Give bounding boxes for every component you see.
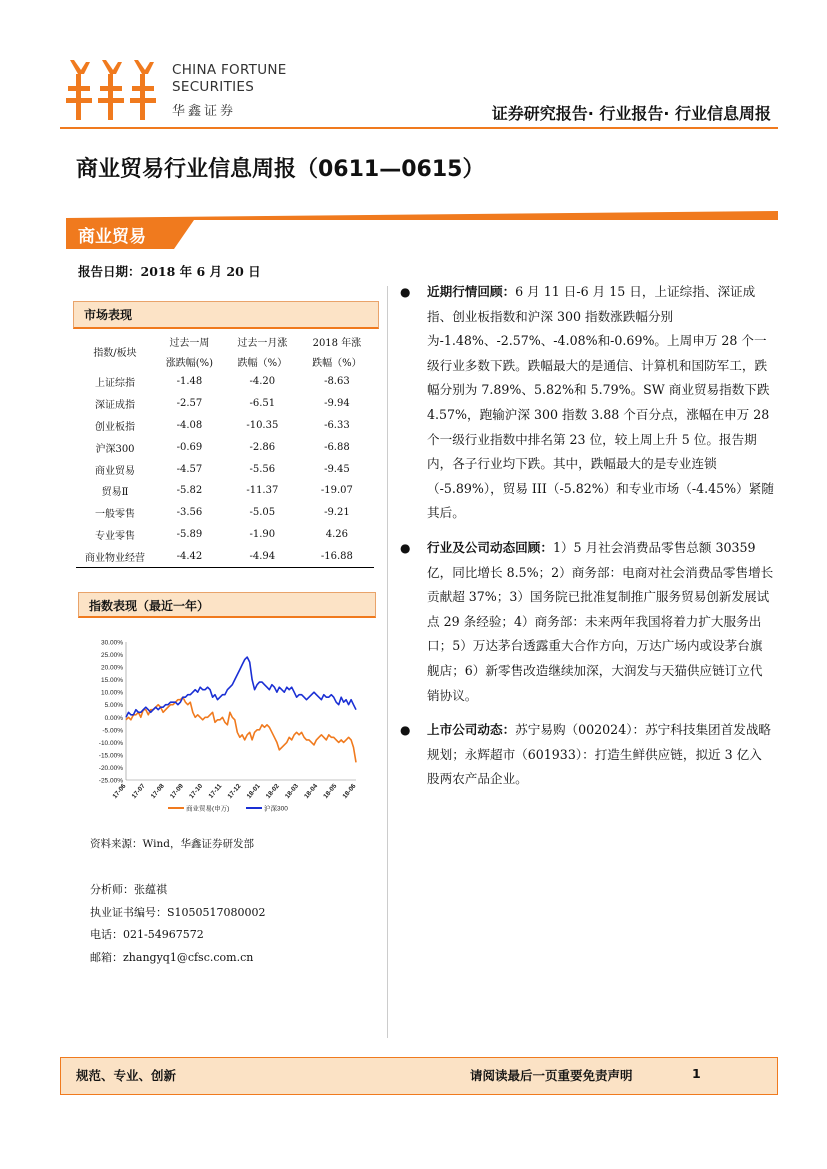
row-name: 商业物业经营 (76, 545, 154, 567)
y-tick-label: 0.00% (104, 714, 123, 722)
header-index: 指数/板块 (93, 347, 137, 359)
column-divider (387, 286, 388, 1038)
table-row (76, 415, 374, 437)
bullet-industry-news (400, 536, 774, 708)
y-tick-label: -25.00% (98, 777, 123, 785)
row-month: -6.51 (249, 398, 276, 410)
row-month: -1.90 (249, 528, 276, 540)
row-month: -5.05 (249, 507, 276, 519)
table-row (76, 480, 374, 502)
y-tick-label: 5.00% (104, 702, 123, 710)
row-week: -4.57 (176, 463, 203, 475)
y-tick-label: 15.00% (100, 677, 123, 685)
bullet-dot-icon: ● (400, 723, 411, 738)
bullet-label: 上市公司动态： (427, 722, 516, 738)
sector-band (66, 211, 778, 249)
x-tick-label: 18-04 (303, 782, 320, 801)
market-section-title: 市场表现 (73, 301, 379, 329)
row-year: -16.88 (300, 545, 374, 567)
legend-label: 沪深300 (264, 805, 288, 813)
row-name: 一般零售 (95, 509, 135, 521)
header-year-2: 跌幅（%） (312, 357, 362, 369)
y-tick-label: 20.00% (100, 664, 123, 672)
page-number: 1 (692, 1066, 701, 1081)
table-row (76, 436, 374, 458)
brand-line-2: SECURITIES (172, 79, 255, 95)
row-name: 沪深300 (95, 443, 135, 455)
row-name: 商业贸易 (95, 465, 135, 477)
row-year: 4.26 (325, 528, 349, 540)
bullet-text: 1）5 月社会消费品零售总额 30359 亿，同比增长 8.5%；2）商务部：电商对社会消费品零售增长贡献超 37%；3）国务院已批准复制推广服务贸易创新发展试点 29 条经验；4）商务部：未来两年我国将着力扩大服务出口；5）万达茅台透露重大合作方向，万达广场内或设茅台旗舰店；6）新零售改造继续加深，大润发与天猫供应链订立代销协议。 (427, 539, 774, 703)
x-tick-label: 17-08 (149, 782, 166, 801)
row-name: 专业零售 (95, 530, 135, 542)
row-week: -1.48 (176, 376, 203, 388)
footer-disclaimer-link[interactable]: 请阅读最后一页重要免责声明 (470, 1068, 633, 1083)
row-year: -9.94 (324, 398, 350, 410)
x-tick-label: 18-02 (264, 782, 281, 801)
x-tick-label: 17-09 (168, 782, 186, 801)
brand-name-english (172, 62, 287, 96)
bullet-dot-icon: ● (400, 540, 411, 555)
row-year: -19.07 (320, 485, 353, 497)
report-series: 证券研究报告· 行业报告· 行业信息周报 (491, 104, 771, 123)
header-week-1: 过去一周 (169, 337, 210, 349)
index-performance-chart (86, 632, 378, 828)
sector-label: 商业贸易 (78, 227, 146, 247)
row-name: 创业板指 (95, 421, 135, 433)
row-month: -4.20 (249, 376, 276, 388)
row-month: -10.35 (246, 419, 279, 431)
row-year: -6.88 (324, 441, 350, 453)
bullet-text: 6 月 11 日-6 月 15 日，上证综指、深证成指、创业板指数和沪深 300 指数涨跌幅分别为-1.48%、-2.57%、-4.08%和-0.69%。上周申万 28 个一级行业多数下跌。跌幅最大的是通信、计算机和国防军工，跌幅分别为 7.89%、5.82%和 5.79%。SW 商业贸易指数下跌 4.57%，跑输沪深 300 指数 3.88 个百分点，涨幅在申万 28 个一级行业指数中排名第 23 位，较上周上升 5 位。报告期内，各子行业均下跌。其中，跌幅最大的是专业连锁（-5.89%），贸易 III（-5.82%）和专业市场（-4.45%）紧随其后。 (427, 284, 774, 521)
company-logo (66, 56, 166, 122)
x-tick-label: 18-06 (341, 782, 358, 801)
legend-label: 商业贸易(申万) (186, 805, 230, 813)
analyst-phone: 电话：021-54967572 (90, 928, 204, 941)
market-table (76, 331, 374, 568)
row-week: -4.08 (176, 419, 203, 431)
row-week: -3.56 (176, 507, 203, 519)
brand-line-1: CHINA FORTUNE (172, 62, 287, 78)
y-tick-label: 10.00% (100, 689, 123, 697)
row-year: -9.45 (324, 463, 350, 475)
analyst-email[interactable]: 邮箱：zhangyq1@cfsc.com.cn (90, 950, 254, 964)
table-row (76, 458, 374, 480)
bullet-text: 苏宁易购（002024）：苏宁科技集团首发战略规划；永辉超市（601933）：打造生鲜供应链，拟近 3 亿入股两农产品企业。 (427, 722, 772, 787)
x-tick-label: 18-03 (283, 782, 301, 801)
row-week: -2.57 (176, 398, 203, 410)
row-week: -4.42 (154, 545, 225, 567)
row-month: -2.86 (249, 441, 276, 453)
bullet-label: 近期行情回顾： (427, 284, 516, 299)
bullet-market-review (400, 280, 774, 526)
bullet-dot-icon: ● (400, 285, 411, 299)
table-row (76, 393, 374, 415)
row-name: 深证成指 (95, 400, 135, 412)
row-week: -5.89 (176, 528, 203, 540)
chart-section-title: 指数表现（最近一年） (78, 592, 376, 618)
header-week-2: 涨跌幅(%) (165, 357, 214, 369)
header-year-1: 2018 年涨 (312, 337, 362, 349)
x-tick-label: 17-11 (207, 782, 224, 800)
summary-bullets (400, 280, 774, 802)
row-week: -5.82 (176, 485, 203, 497)
bullet-label: 行业及公司动态回顾： (427, 539, 553, 555)
row-week: -0.69 (176, 441, 203, 453)
x-tick-label: 17-10 (188, 782, 205, 801)
row-year: -8.63 (324, 376, 350, 388)
bullet-company-news (400, 718, 774, 792)
row-year: -9.21 (324, 507, 350, 519)
row-month: -11.37 (246, 485, 279, 497)
analyst-cert: 执业证书编号：S1050517080002 (90, 905, 266, 919)
header-divider (60, 127, 778, 129)
table-row (76, 524, 374, 546)
row-year: -6.33 (324, 419, 350, 431)
header-month-2: 跌幅（%） (237, 357, 288, 369)
y-tick-label: 25.00% (100, 652, 123, 660)
analyst-name: 分析师：张蕴祺 (90, 883, 167, 896)
footer-motto: 规范、专业、创新 (76, 1068, 177, 1083)
table-row (76, 545, 374, 567)
x-tick-label: 17-06 (111, 782, 128, 801)
x-tick-label: 18-05 (322, 782, 339, 801)
table-row (76, 502, 374, 524)
series-line (126, 657, 356, 717)
y-tick-label: -15.00% (98, 752, 123, 760)
row-name: 贸易Ⅱ (101, 487, 129, 499)
y-tick-label: -10.00% (98, 739, 123, 747)
y-tick-label: -5.00% (102, 727, 123, 735)
y-tick-label: -20.00% (98, 764, 123, 772)
page-title: 商业贸易行业信息周报（0611—0615） (76, 157, 485, 182)
row-name: 上证综指 (95, 378, 135, 390)
analyst-info (90, 879, 266, 969)
x-tick-label: 17-07 (130, 782, 147, 801)
brand-name-chinese: 华鑫证券 (172, 104, 237, 119)
x-tick-label: 18-01 (245, 782, 262, 801)
row-month: -5.56 (249, 463, 276, 475)
table-row (76, 371, 374, 393)
row-month: -4.94 (225, 545, 300, 567)
y-tick-label: 30.00% (100, 639, 123, 647)
report-date: 报告日期：2018 年 6 月 20 日 (78, 264, 261, 279)
header-month-1: 过去一月涨 (237, 337, 288, 349)
x-tick-label: 17-12 (226, 782, 243, 801)
data-source: 资料来源：Wind，华鑫证券研发部 (90, 838, 254, 850)
